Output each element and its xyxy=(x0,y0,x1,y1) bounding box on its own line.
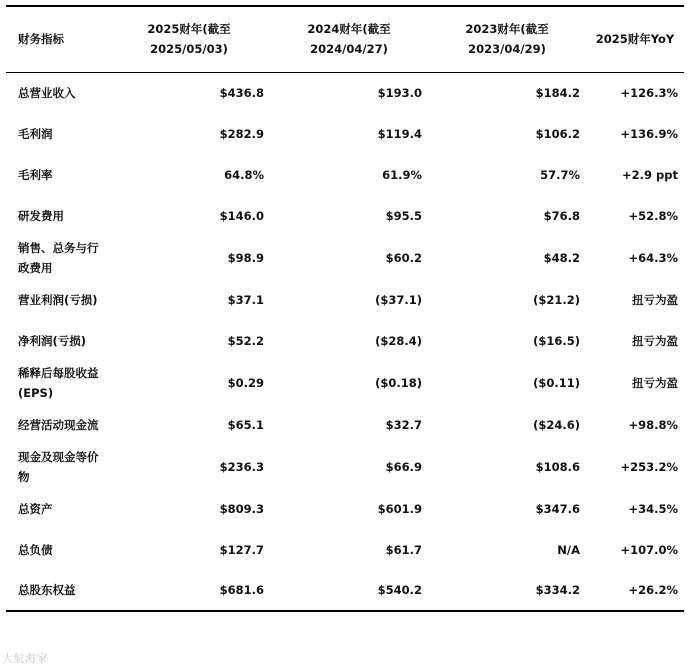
table-row xyxy=(6,404,684,445)
cell-fy2025: $37.1 xyxy=(227,292,264,307)
cell-yoy: +34.5% xyxy=(628,501,678,516)
row-label: 毛利润 xyxy=(18,126,53,141)
header-fy2025: 2025财年(截至2025/05/03) xyxy=(108,6,270,72)
header-metric: 财务指标 xyxy=(6,6,108,72)
table-body xyxy=(6,72,684,611)
row-label: 净利润(亏损) xyxy=(18,333,87,348)
cell-fy2024: $32.7 xyxy=(385,417,422,432)
cell-yoy: +98.8% xyxy=(628,417,678,432)
cell-fy2025: $52.2 xyxy=(227,333,264,348)
row-label: 毛利率 xyxy=(18,167,53,182)
cell-fy2025: $146.0 xyxy=(219,208,264,223)
cell-fy2023: ($24.6) xyxy=(533,417,580,432)
table-header xyxy=(6,6,684,72)
cell-fy2024: ($37.1) xyxy=(375,292,422,307)
row-label: 现金及现金等价物 xyxy=(18,449,99,484)
cell-fy2023: ($16.5) xyxy=(533,333,580,348)
cell-fy2025: $98.9 xyxy=(227,250,264,265)
cell-yoy: +126.3% xyxy=(620,85,678,100)
cell-yoy: 扭亏为盈 xyxy=(632,333,678,348)
cell-fy2025: $681.6 xyxy=(108,570,270,611)
cell-fy2023: N/A xyxy=(557,542,580,557)
cell-yoy: +64.3% xyxy=(628,250,678,265)
table-row xyxy=(6,570,684,611)
cell-fy2025: $0.29 xyxy=(227,375,264,390)
cell-yoy: +26.2% xyxy=(586,570,684,611)
table-row xyxy=(6,279,684,320)
cell-fy2024: $66.9 xyxy=(385,459,422,474)
row-label: 总股东权益 xyxy=(6,570,108,611)
table-row xyxy=(6,529,684,570)
header-fy2023: 2023财年(截至2023/04/29) xyxy=(428,6,586,72)
cell-fy2024: $61.7 xyxy=(385,542,422,557)
cell-fy2024: ($0.18) xyxy=(375,375,422,390)
cell-fy2023: $108.6 xyxy=(535,459,580,474)
cell-yoy: +107.0% xyxy=(620,542,678,557)
cell-fy2025: $236.3 xyxy=(219,459,264,474)
row-label: 总资产 xyxy=(18,501,53,516)
cell-fy2025: $436.8 xyxy=(219,85,264,100)
cell-fy2023: $48.2 xyxy=(543,250,580,265)
cell-fy2023: $334.2 xyxy=(428,570,586,611)
row-label: 经营活动现金流 xyxy=(18,417,99,432)
row-label: 稀释后每股收益(EPS) xyxy=(18,365,99,400)
cell-fy2023: 57.7% xyxy=(540,167,580,182)
table-row xyxy=(6,113,684,154)
table-row xyxy=(6,445,684,488)
cell-yoy: +2.9 ppt xyxy=(622,167,678,182)
table-row xyxy=(6,154,684,195)
row-label: 销售、总务与行政费用 xyxy=(18,240,99,275)
cell-fy2023: $106.2 xyxy=(535,126,580,141)
cell-fy2024: $601.9 xyxy=(377,501,422,516)
cell-yoy: 扭亏为盈 xyxy=(632,375,678,390)
row-label: 营业利润(亏损) xyxy=(18,292,98,307)
cell-fy2023: ($0.11) xyxy=(533,375,580,390)
cell-yoy: +253.2% xyxy=(620,459,678,474)
cell-fy2024: $193.0 xyxy=(377,85,422,100)
table-row xyxy=(6,236,684,279)
cell-fy2024: $119.4 xyxy=(377,126,422,141)
cell-yoy: 扭亏为盈 xyxy=(632,292,678,307)
cell-fy2025: 64.8% xyxy=(224,167,264,182)
header-yoy: 2025财年YoY xyxy=(586,6,684,72)
cell-fy2024: $95.5 xyxy=(385,208,422,223)
cell-fy2023: $347.6 xyxy=(535,501,580,516)
financial-table xyxy=(6,5,684,612)
cell-fy2024: 61.9% xyxy=(382,167,422,182)
cell-fy2023: $184.2 xyxy=(535,85,580,100)
watermark: 大航海家 xyxy=(2,652,48,665)
header-row xyxy=(6,6,684,72)
header-fy2024: 2024财年(截至2024/04/27) xyxy=(270,6,428,72)
table-row xyxy=(6,320,684,361)
cell-fy2025: $282.9 xyxy=(219,126,264,141)
cell-fy2024: $540.2 xyxy=(270,570,428,611)
row-label: 总营业收入 xyxy=(18,85,76,100)
table-row xyxy=(6,361,684,404)
cell-fy2025: $127.7 xyxy=(219,542,264,557)
cell-fy2025: $809.3 xyxy=(219,501,264,516)
cell-yoy: +52.8% xyxy=(628,208,678,223)
table-row xyxy=(6,72,684,113)
cell-fy2024: ($28.4) xyxy=(375,333,422,348)
cell-fy2023: $76.8 xyxy=(543,208,580,223)
cell-fy2023: ($21.2) xyxy=(533,292,580,307)
cell-fy2025: $65.1 xyxy=(227,417,264,432)
row-label: 总负债 xyxy=(18,542,53,557)
table-row xyxy=(6,195,684,236)
table-row xyxy=(6,488,684,529)
cell-fy2024: $60.2 xyxy=(385,250,422,265)
row-label: 研发费用 xyxy=(18,208,64,223)
cell-yoy: +136.9% xyxy=(620,126,678,141)
